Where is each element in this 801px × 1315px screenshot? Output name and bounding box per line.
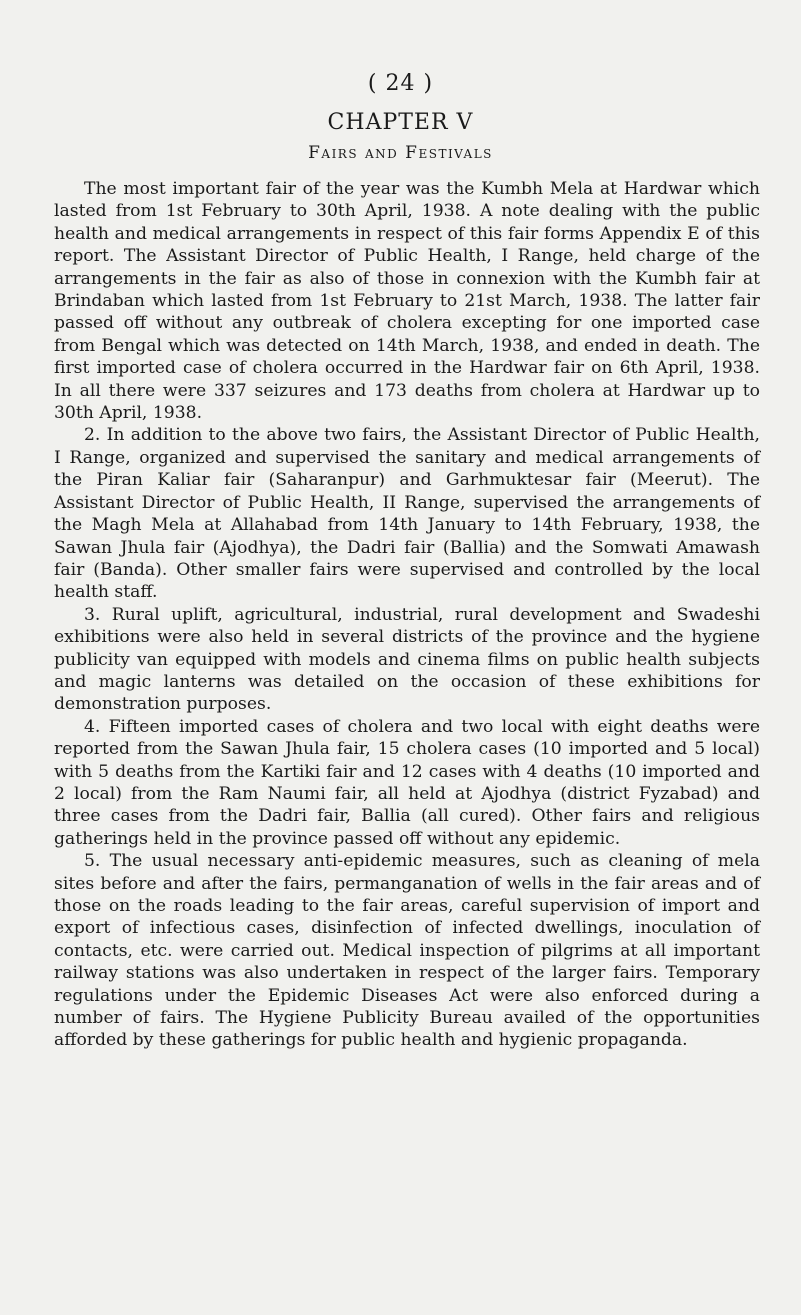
paragraph-3: 3. Rural uplift, agricultural, industrial, rural development and Swadeshi exhibitions were also held in several districts of the province and the hygiene publicity van equipped with models and cinema films on public health subjects and magic lanterns was detailed on the occasion of these exhibitions for demonstration purposes. bbox=[54, 604, 760, 715]
paragraph-2: 2. In addition to the above two fairs, the Assistant Director of Public Health, I Range, organized and supervised the sanitary and medical arrangements of the Piran Kaliar fair (Saharanpur) and Garhmuktesar fair (Meerut). The Assistant Director of Public Health, II Range, supervised the arrangements of the Magh Mela at Allahabad from 14th January to 14th February, 1938, the Sawan Jhula fair (Ajodhya), the Dadri fair (Ballia) and the Somwati Amawash fair (Banda). Other smaller fairs were supervised and controlled by the local health staff. bbox=[54, 425, 760, 603]
paragraph-1: The most important fair of the year was the Kumbh Mela at Hardwar which lasted from 1st February to 30th April, 1938. A note dealing with the public health and medical arrangements in respect of this fair forms Appendix E of this report. The Assistant Director of Public Health, I Range, held charge of the arrangements in the fair as also of those in connexion with the Kumbh fair at Brindaban which lasted from 1st February to 21st March, 1938. The latter fair passed off without any outbreak of cholera excepting for one imported case from Bengal which was detected on 14th March, 1938, and ended in death. The first imported case of cholera occurred in the Hardwar fair on 6th April, 1938. In all there were 337 seizures and 173 deaths from cholera at Hardwar up to 30th April, 1938. bbox=[54, 179, 760, 424]
body-text bbox=[54, 178, 760, 1052]
chapter-title: CHAPTER V bbox=[327, 110, 474, 135]
page-number: ( 24 ) bbox=[367, 71, 434, 96]
paragraph-4: 4. Fifteen imported cases of cholera and two local with eight deaths were reported from the Sawan Jhula fair, 15 cholera cases (10 imported and 5 local) with 5 deaths from the Kartiki fair and 12 cases with 4 deaths (10 imported and 2 local) from the Ram Naumi fair, all held at Ajodhya (district Fyzabad) and three cases from the Dadri fair, Ballia (all cured). Other fairs and religious gatherings held in the province passed off without any epidemic. bbox=[54, 716, 760, 849]
paragraph-5: 5. The usual necessary anti-epidemic measures, such as cleaning of mela sites before and after the fairs, permanganation of wells in the fair areas and of those on the roads leading to the fair areas, careful supervision of import and export of infectious cases, disinfection of infected dwellings, inoculation of contacts, etc. were carried out. Medical inspection of pilgrims at all important railway stations was also undertaken in respect of the larger fairs. Temporary regulations under the Epidemic Diseases Act were also enforced during a number of fairs. The Hygiene Publicity Bureau availed of the opportunities afforded by these gatherings for public health and hygienic propaganda. bbox=[54, 851, 760, 1051]
section-title: Fairs and Festivals bbox=[308, 143, 493, 163]
